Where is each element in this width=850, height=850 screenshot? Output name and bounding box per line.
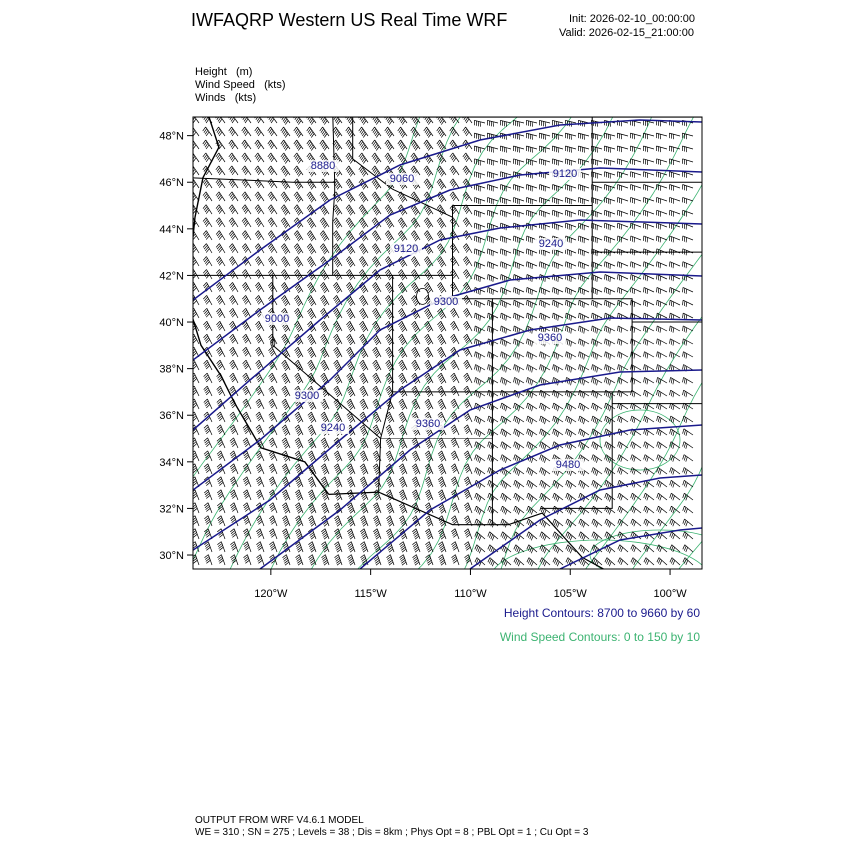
field-unit: (m): [235, 66, 253, 78]
height-contour-label: 9360: [537, 332, 563, 344]
height-contour-label: 9060: [389, 173, 415, 185]
height-contour-label: 9120: [393, 243, 419, 255]
model-info-line2: WE = 310 ; SN = 275 ; Levels = 38 ; Dis = 8km ; Phys Opt = 8 ; PBL Opt = 1 ; Cu Opt = 3: [195, 827, 589, 838]
lat-tick-label: 46°N: [159, 177, 184, 190]
wind-speed-contour-range: Wind Speed Contours: 0 to 150 by 10: [499, 630, 700, 644]
field-label-height: [195, 66, 252, 78]
field-name: Winds: [195, 92, 226, 104]
lat-tick-label: 44°N: [159, 223, 184, 236]
height-contour-label: 9240: [538, 238, 564, 250]
init-time: Init: 2026-02-10_00:00:00: [569, 13, 695, 25]
height-contour-label: 9120: [552, 168, 578, 180]
field-label-wind-speed: [195, 79, 286, 91]
height-contour-label: 9240: [320, 422, 346, 434]
height-contour-label: 9300: [294, 390, 320, 402]
lon-tick-label: 110°W: [454, 588, 487, 600]
latitude-ticks: [159, 131, 193, 562]
lon-tick-label: 100°W: [653, 588, 687, 600]
wind-speed-contour-line: [708, 86, 850, 594]
lat-tick-label: 36°N: [159, 410, 184, 423]
height-contour-label: 8880: [310, 160, 336, 172]
wind-speed-contour-line: [800, 74, 850, 605]
lon-tick-label: 105°W: [553, 588, 587, 600]
lat-tick-label: 34°N: [159, 456, 184, 469]
height-contour-label: 9480: [555, 459, 581, 471]
lat-tick-label: 32°N: [159, 503, 184, 516]
longitude-ticks: [254, 569, 687, 600]
field-unit: (kts): [264, 79, 286, 91]
valid-time: Valid: 2026-02-15_21:00:00: [559, 27, 694, 39]
height-contour-range: Height Contours: 8700 to 9660 by 60: [503, 606, 700, 620]
lat-tick-label: 42°N: [159, 270, 184, 283]
lat-tick-label: 40°N: [159, 317, 184, 330]
field-name: Height: [195, 66, 227, 78]
field-unit: (kts): [234, 92, 257, 104]
lat-tick-label: 30°N: [159, 550, 184, 563]
wind-speed-contour-line: [758, 79, 850, 602]
height-contour-label: 9300: [433, 296, 459, 308]
height-contour-label: 9000: [264, 313, 290, 325]
lat-tick-label: 48°N: [159, 130, 184, 143]
lon-tick-label: 115°W: [354, 588, 387, 600]
height-contour-label: 9360: [415, 418, 441, 430]
field-label-winds: [195, 92, 256, 104]
field-name: Wind Speed: [195, 79, 255, 91]
model-info-line1: OUTPUT FROM WRF V4.6.1 MODEL: [195, 815, 364, 826]
lon-tick-label: 120°W: [254, 588, 288, 600]
lat-tick-label: 38°N: [159, 363, 184, 376]
plot-title: IWFAQRP Western US Real Time WRF: [191, 10, 508, 30]
